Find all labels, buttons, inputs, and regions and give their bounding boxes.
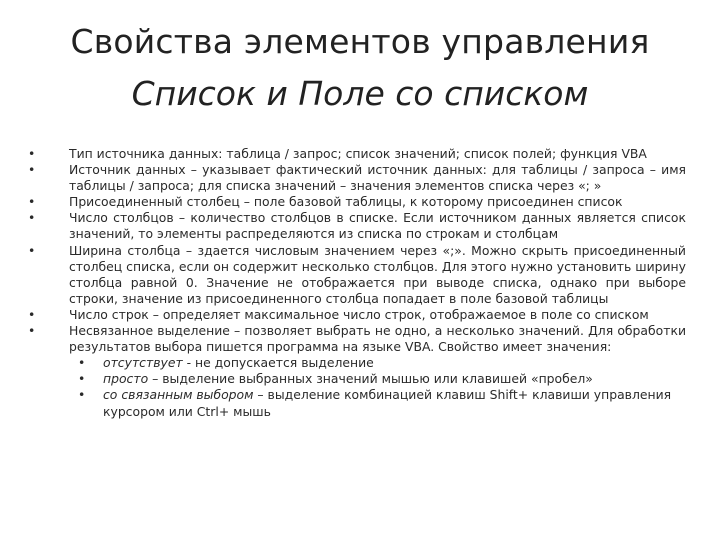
list-item [26, 162, 686, 194]
sub-item-term: отсутствует [103, 355, 183, 371]
bullet-icon: • [78, 355, 86, 371]
sub-item-desc: - не допускается выделение [182, 355, 374, 371]
list-item-text: Источник данных – указывает фактический источник данных: для таблицы / запроса – имя таблицы / запроса; для списка значений – значения элементов списка через «; » [69, 162, 686, 194]
list-item-text: Присоединенный столбец – поле базовой таблицы, к которому присоединен список [69, 194, 623, 210]
bullet-icon: • [28, 306, 36, 322]
list-item [26, 323, 686, 355]
sub-list-item [26, 371, 686, 387]
list-item-text: Число строк – определяет максимальное число строк, отображаемое в поле со списком [69, 306, 649, 322]
list-item-text: Несвязанное выделение – позволяет выбрать не одно, а несколько значений. Для обработки результатов выбора пишется программа на языке VBA. Свойство имеет значения: [69, 323, 686, 355]
list-item-text: Тип источника данных: таблица / запрос; список значений; список полей; функция VBA [69, 146, 647, 161]
sub-item-term: со связанным выбором [103, 387, 254, 403]
bullet-icon: • [28, 210, 36, 226]
list-item [26, 194, 686, 210]
bullet-icon: • [28, 194, 36, 210]
list-item-text: Число столбцов – количество столбцов в списке. Если источником данных является список значений, то элементы распределяются из списка по строкам и столбцам [69, 210, 686, 242]
list-item [26, 210, 686, 242]
sub-item-term: просто [103, 371, 149, 387]
list-item-text: Ширина столбца – здается числовым значением через «;». Можно скрыть присоединенный столбец списка, если он содержит несколько столбцов. Для этого нужно установить ширину столбца равной 0. Значение не отображается при выводе списка, однако при выборе строки, значение из присоединенного столбца попадает в поле базовой таблицы [69, 242, 686, 306]
bullet-icon: • [78, 387, 86, 403]
sub-item-desc: – выделение комбинацией клавиш Shift+ клавиши управления курсором или Ctrl+ мышь [103, 387, 672, 419]
bullet-icon: • [28, 242, 36, 258]
sub-item-desc: – выделение выбранных значений мышью или клавишей «пробел» [148, 371, 593, 387]
slide-title: Свойства элементов управления [70, 22, 650, 61]
bullet-icon: • [28, 162, 36, 178]
slide-subtitle: Список и Поле со списком [131, 74, 589, 113]
sub-list-item [26, 355, 686, 371]
list-item [26, 146, 686, 162]
bullet-icon: • [28, 323, 36, 339]
bullet-icon: • [28, 146, 36, 161]
bullet-list [26, 146, 686, 420]
list-item [26, 307, 686, 323]
sub-list-item [26, 387, 686, 419]
bullet-icon: • [78, 371, 86, 387]
list-item [26, 243, 686, 307]
